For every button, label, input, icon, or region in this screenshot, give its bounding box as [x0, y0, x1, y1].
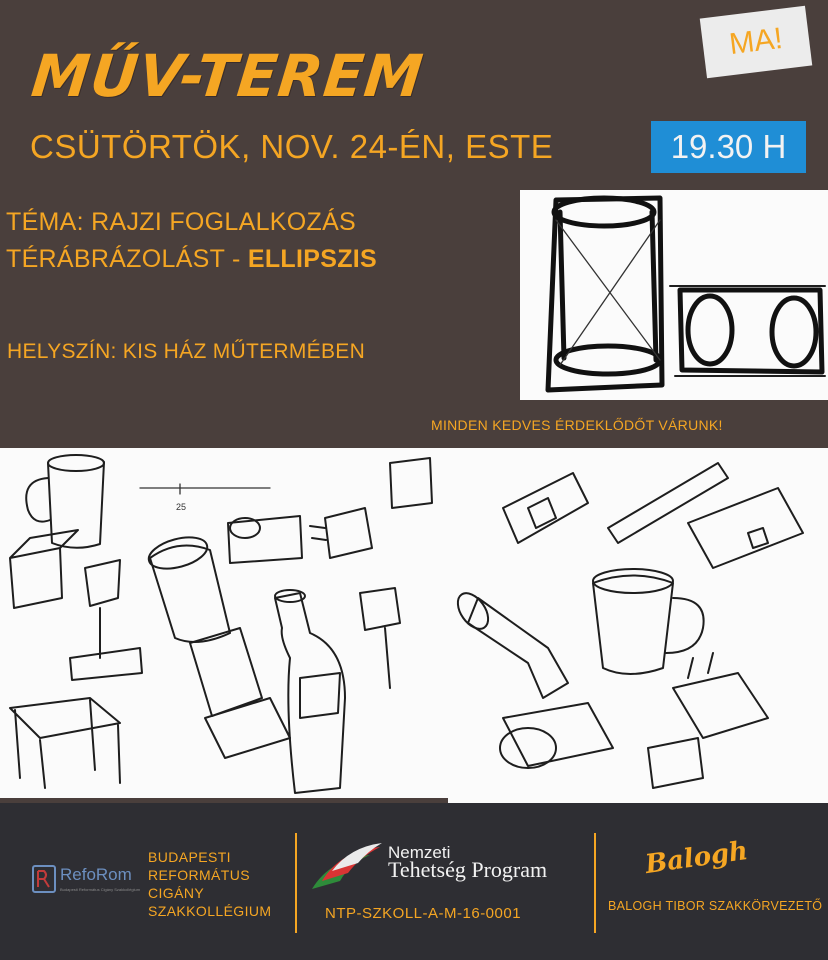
footer-divider [594, 833, 596, 933]
topic-line-2 [6, 245, 377, 274]
reforom-icon [32, 865, 56, 893]
sponsor-footer [0, 803, 828, 960]
topic-highlight: ELLIPSZIS [247, 245, 377, 273]
location-text: HELYSZÍN: KIS HÁZ MŰTERMÉBEN [7, 340, 366, 363]
college-name [148, 848, 271, 920]
location-panel [0, 328, 505, 375]
footer-divider [295, 833, 297, 933]
objects-sketch-right [448, 448, 828, 803]
event-time: 19.30 H [651, 121, 806, 173]
topic-line-1: TÉMA: RAJZI FOGLALKOZÁS [6, 208, 357, 236]
college-name-line: BUDAPESTI [148, 849, 231, 865]
college-name-line: REFORMÁTUS [148, 867, 250, 883]
reforom-subtitle: Budapesti Református Cigány Szakkollégium [60, 887, 141, 892]
college-name-line: SZAKKOLLÉGIUM [148, 903, 272, 919]
reforom-name: RefoRom [60, 865, 132, 884]
college-name-line: CIGÁNY [148, 885, 205, 901]
poster-title: MŰV-TEREM [28, 42, 427, 110]
ntp-project-code: NTP-SZKOLL-A-M-16-0001 [325, 905, 522, 922]
ntp-name-line2: Tehetség Program [388, 857, 548, 882]
topic-panel [0, 190, 505, 320]
reforom-logo [32, 865, 141, 897]
balogh-title: BALOGH TIBOR SZAKKÖRVEZETŐ [608, 899, 823, 913]
ntp-name-line1: Nemzeti [388, 843, 451, 862]
topic-line-2-prefix: TÉRÁBRÁZOLÁST - [6, 245, 248, 273]
ntp-logo-icon [310, 841, 384, 893]
perspective-cylinder-sketch [520, 190, 828, 400]
welcome-text: MINDEN KEDVES ÉRDEKLŐDŐT VÁRUNK! [431, 417, 723, 433]
ruler-mark-label: 25 [176, 502, 187, 512]
today-badge: MA! [700, 6, 813, 78]
event-date: CSÜTÖRTÖK, NOV. 24-ÉN, ESTE [30, 128, 554, 165]
welcome-panel [401, 403, 828, 448]
balogh-signature: Balogh [643, 835, 750, 881]
objects-sketch-left [0, 448, 448, 798]
